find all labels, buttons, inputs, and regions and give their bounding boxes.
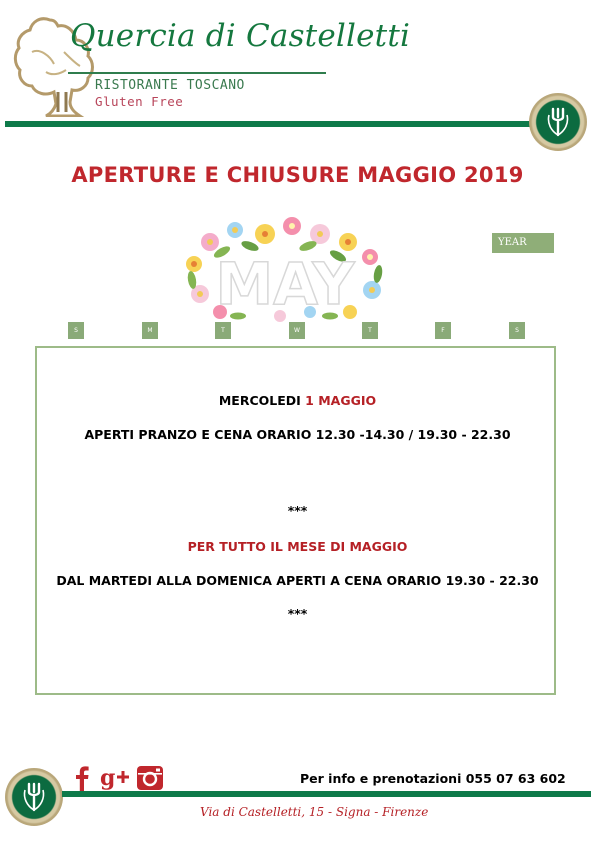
day-label: MERCOLEDI bbox=[218, 393, 301, 408]
month-label: MAY bbox=[215, 250, 355, 318]
may-flower-wreath bbox=[180, 212, 390, 327]
separator: *** bbox=[287, 503, 308, 518]
separator-bottom: *** bbox=[287, 606, 308, 621]
weekday-friday: F bbox=[435, 322, 451, 339]
header-divider bbox=[5, 121, 530, 127]
month-highlight: PER TUTTO IL MESE DI MAGGIO bbox=[187, 539, 408, 554]
brand-subtitle: RISTORANTE TOSCANO bbox=[95, 78, 245, 93]
contact-info: Per info e prenotazioni 055 07 63 602 bbox=[300, 771, 566, 786]
brand-name: Quercia di Castelletti bbox=[70, 18, 411, 54]
gluten-free-label: Gluten Free bbox=[95, 94, 184, 109]
fork-icon bbox=[546, 107, 570, 137]
instagram-icon[interactable] bbox=[136, 765, 164, 791]
svg-text:g: g bbox=[100, 765, 116, 791]
fork-icon bbox=[22, 782, 46, 812]
weekday-wednesday: W bbox=[289, 322, 305, 339]
weekday-tuesday: T bbox=[215, 322, 231, 339]
fork-badge-icon-footer bbox=[5, 768, 63, 826]
opening-day-line bbox=[0, 393, 595, 408]
footer-divider bbox=[62, 791, 591, 797]
weekday-thursday: T bbox=[362, 322, 378, 339]
day-highlight: 1 MAGGIO bbox=[305, 393, 377, 408]
hours-line: APERTI PRANZO E CENA ORARIO 12.30 -14.30 / 19.30 - 22.30 bbox=[84, 427, 511, 442]
weekday-monday: M bbox=[142, 322, 158, 339]
brand-underline bbox=[68, 72, 326, 74]
facebook-icon[interactable] bbox=[74, 765, 90, 791]
year-label: YEAR bbox=[492, 233, 554, 253]
month-hours-line: DAL MARTEDI ALLA DOMENICA APERTI A CENA ORARIO 19.30 - 22.30 bbox=[56, 573, 539, 588]
google-plus-icon[interactable] bbox=[100, 765, 130, 791]
page-title: APERTURE E CHIUSURE MAGGIO 2019 bbox=[71, 163, 524, 187]
fork-badge-icon bbox=[529, 93, 587, 151]
weekday-sunday: S bbox=[68, 322, 84, 339]
weekday-saturday: S bbox=[509, 322, 525, 339]
address: Via di Castelletti, 15 - Signa - Firenze bbox=[200, 805, 429, 819]
